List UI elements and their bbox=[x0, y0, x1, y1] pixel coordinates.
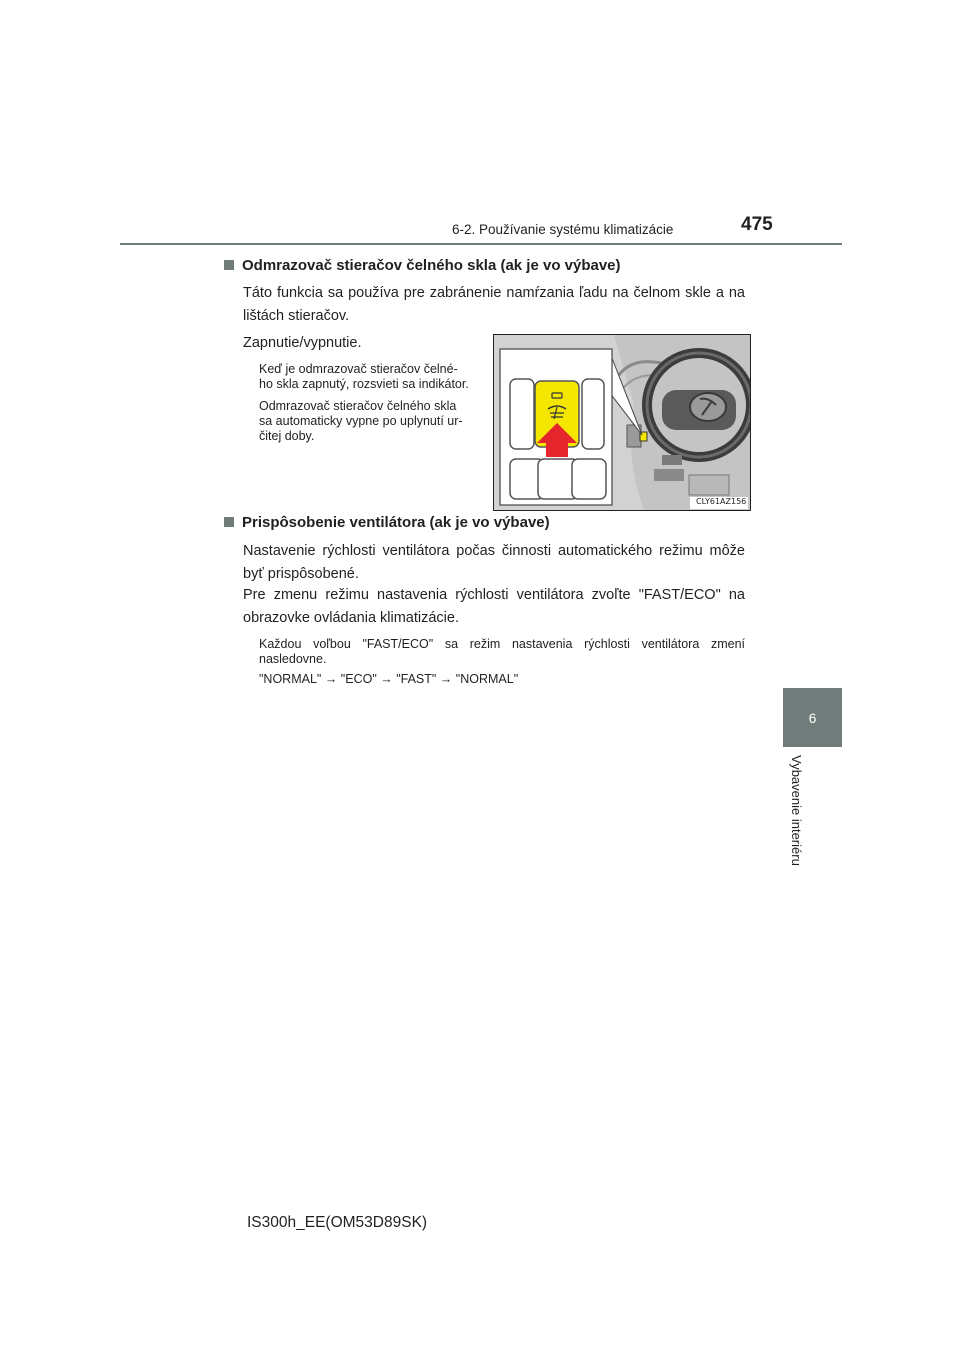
note-line: ho skla zapnutý, rozsvieti sa indikátor. bbox=[259, 377, 469, 391]
header-rule bbox=[120, 243, 842, 245]
square-bullet-icon bbox=[224, 260, 234, 270]
note-indicator bbox=[259, 362, 481, 392]
section-heading-wiper-deicer bbox=[224, 257, 621, 274]
note-line: sa automaticky vypne po uplynutí ur- bbox=[259, 414, 463, 428]
action-text: Zapnutie/vypnutie. bbox=[243, 335, 362, 351]
section-heading-fan bbox=[224, 514, 550, 531]
figure-code: CLY61AZ156 bbox=[696, 497, 747, 506]
header-section-title: 6-2. Používanie systému klimatizácie bbox=[452, 222, 674, 237]
fan-para-1: Nastavenie rýchlosti ventilátora počas činnosti automatického režimu môže byť prispôsobené. bbox=[243, 543, 745, 582]
square-bullet-icon bbox=[224, 517, 234, 527]
note-auto-off bbox=[259, 399, 481, 444]
page-number: 475 bbox=[741, 214, 773, 235]
fan-mode-sequence: "NORMAL" → "ECO" → "FAST" → "NORMAL" bbox=[259, 672, 519, 686]
wiper-deicer-figure bbox=[493, 334, 751, 511]
note-line: Odmrazovač stieračov čelného skla bbox=[259, 399, 457, 413]
section-heading-text: Prispôsobenie ventilátora (ak je vo výbave) bbox=[242, 514, 550, 531]
chapter-number: 6 bbox=[808, 710, 817, 726]
note-line: Keď je odmrazovač stieračov čelné- bbox=[259, 362, 458, 376]
fan-para-2: Pre zmenu režimu nastavenia rýchlosti ventilátora zvoľte "FAST/ECO" na obrazovke ovládania klimatizácie. bbox=[243, 587, 745, 626]
dashboard-illustration bbox=[494, 335, 750, 510]
section-intro-text: Táto funkcia sa používa pre zabránenie namŕzania ľadu na čelnom skle a na lištách stieračov. bbox=[243, 285, 745, 324]
fan-note: Každou voľbou "FAST/ECO" sa režim nastavenia rýchlosti ventilátora zmení nasledovne. bbox=[259, 637, 745, 666]
chapter-label: Vybavenie interiéru bbox=[789, 755, 804, 866]
model-code: IS300h_EE(OM53D89SK) bbox=[247, 1214, 428, 1231]
note-line: čitej doby. bbox=[259, 429, 315, 443]
section-heading-text: Odmrazovač stieračov čelného skla (ak je vo výbave) bbox=[242, 257, 621, 274]
